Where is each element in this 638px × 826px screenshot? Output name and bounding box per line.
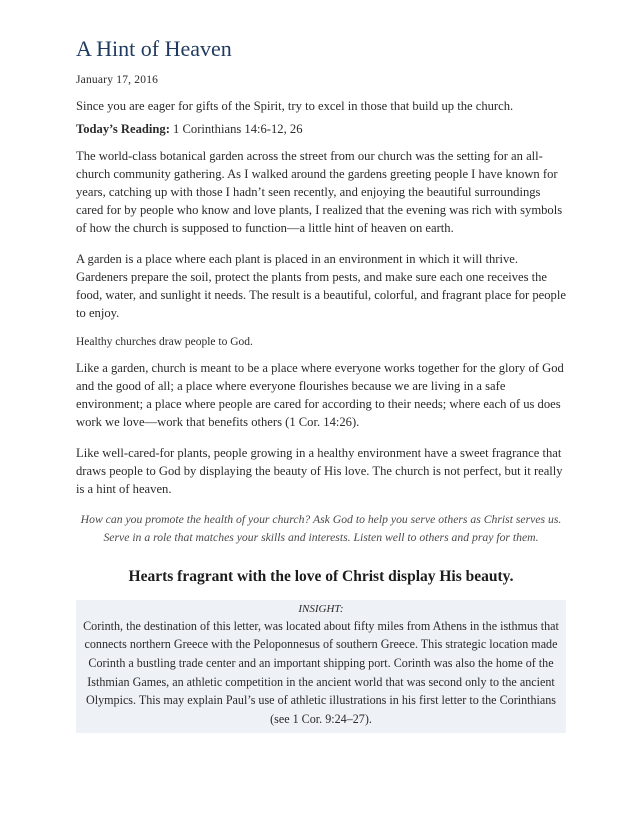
reading-reference: 1 Corinthians 14:6-12, 26 — [169, 122, 303, 136]
reading-label: Today’s Reading: — [76, 122, 170, 136]
subheading: Healthy churches draw people to God. — [76, 335, 253, 348]
insight-title: INSIGHT: — [298, 602, 344, 615]
insight-box — [76, 600, 566, 733]
key-verse: Since you are eager for gifts of the Spirit, try to excel in those that build up the church. — [76, 99, 514, 113]
thought-for-the-day: Hearts fragrant with the love of Christ display His beauty. — [128, 567, 514, 585]
insight-text: Corinth, the destination of this letter, was located about fifty miles from Athens in the isthmus that connects northern Greece with the Peloponnesus of southern Greece. This strategic location made Corinth a bustling trade center and an important shipping port. Corinth was also the home of the Isthmian Games, an athletic competition in the ancient world that was second only to the ancient Olympics. This may explain Paul’s use of athletic illustrations in his first letter to the Corinthians (see 1 Cor. 9:24–27). — [83, 618, 559, 727]
todays-reading — [76, 121, 566, 137]
reflection-prayer: How can you promote the health of your church? Ask God to help you serve others as Christ serves us. Serve in a role that matches your skills and interests. Listen well to others and pray for them. — [80, 512, 562, 544]
publish-date: January 17, 2016 — [76, 74, 159, 86]
document-page — [76, 36, 566, 733]
body-paragraph-3: Like a garden, church is meant to be a place where everyone works together for the glory of God and the good of all; a place where everyone flourishes because we are living in a safe environment; a place where people are cared for according to their needs; where each of us does work we love—work that benefits others (1 Cor. 14:26). — [76, 360, 564, 429]
body-paragraph-4: Like well-cared-for plants, people growing in a healthy environment have a sweet fragrance that draws people to God by displaying the beauty of His love. The church is not perfect, but it really is a hint of heaven. — [76, 445, 563, 496]
page-title: A Hint of Heaven — [76, 36, 232, 61]
body-paragraph-1: The world-class botanical garden across the street from our church was the setting for an all-church community gathering. As I walked around the gardens greeting people I have known for years, catching up with those I hadn’t seen recently, and enjoying the beautiful surroundings cared for by people who know and love plants, I realized that the evening was rich with symbols of how the church is supposed to function—a little hint of heaven on earth. — [76, 149, 563, 235]
body-paragraph-2: A garden is a place where each plant is placed in an environment in which it will thrive. Gardeners prepare the soil, protect the plants from pests, and make sure each one receives the food, water, and sunlight it needs. The result is a beautiful, colorful, and fragrant place for people to enjoy. — [76, 252, 566, 320]
